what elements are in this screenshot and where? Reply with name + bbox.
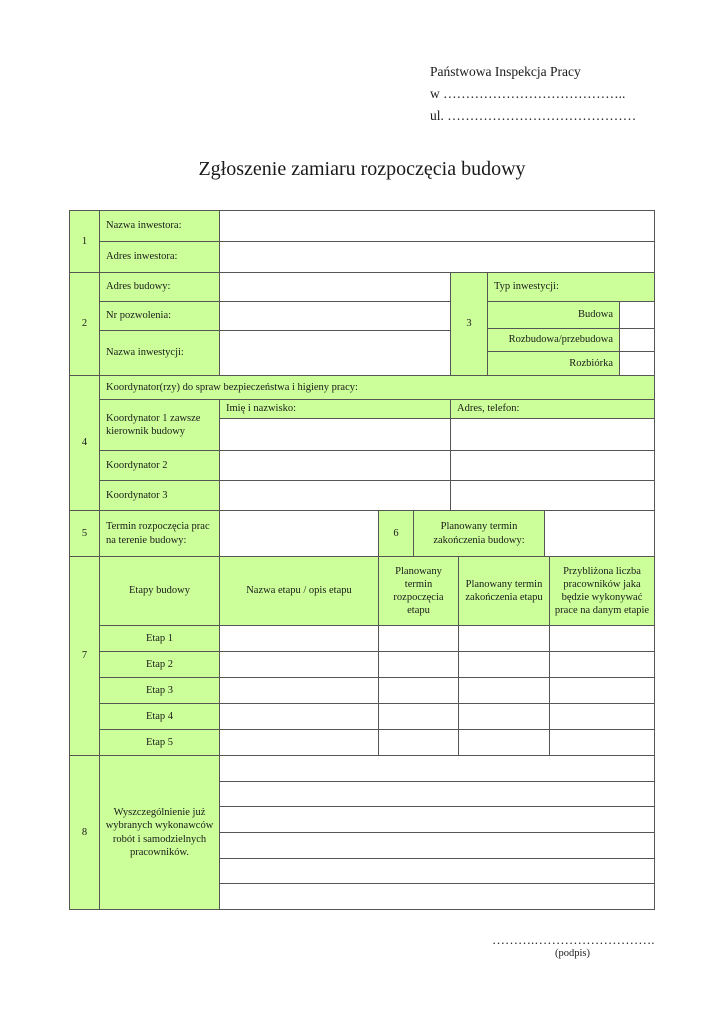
stage-3-name-field[interactable] (219, 677, 379, 704)
city-line: w ………………………………….. (430, 86, 626, 101)
section-8-number: 8 (69, 755, 100, 910)
site-address-field[interactable] (219, 272, 451, 302)
stage-5-end-field[interactable] (458, 729, 550, 756)
section-6-number: 6 (378, 510, 414, 557)
contractor-line-1[interactable] (219, 755, 655, 782)
contractor-line-4[interactable] (219, 832, 655, 859)
stage-3-end-field[interactable] (458, 677, 550, 704)
coordinator-3-label: Koordynator 3 (99, 480, 220, 511)
stage-1-label: Etap 1 (99, 625, 220, 652)
type-extension-checkbox[interactable] (619, 328, 655, 352)
type-build-checkbox[interactable] (619, 301, 655, 329)
type-option-extension: Rozbudowa/przebudowa (487, 328, 620, 352)
section-1-number: 1 (69, 210, 100, 273)
coordinators-heading: Koordynator(rzy) do spraw bezpieczeństwa i higieny pracy: (99, 375, 655, 400)
investor-address-field[interactable] (219, 241, 655, 273)
stage-4-end-field[interactable] (458, 703, 550, 730)
coordinator-1-address-field[interactable] (450, 418, 655, 451)
stage-5-workers-field[interactable] (549, 729, 655, 756)
type-option-demolition: Rozbiórka (487, 351, 620, 376)
site-address-label: Adres budowy: (99, 272, 220, 302)
stage-2-label: Etap 2 (99, 651, 220, 678)
permit-number-field[interactable] (219, 301, 451, 331)
street-line: ul. …………………………………… (430, 108, 637, 123)
investor-name-label: Nazwa inwestora: (99, 210, 220, 242)
investment-name-field[interactable] (219, 330, 451, 376)
stage-start-header: Planowany termin rozpoczęcia etapu (378, 556, 459, 626)
contractor-line-2[interactable] (219, 781, 655, 807)
stage-4-label: Etap 4 (99, 703, 220, 730)
stage-1-end-field[interactable] (458, 625, 550, 652)
stage-2-name-field[interactable] (219, 651, 379, 678)
stage-5-name-field[interactable] (219, 729, 379, 756)
stage-2-start-field[interactable] (378, 651, 459, 678)
stage-3-label: Etap 3 (99, 677, 220, 704)
stage-5-start-field[interactable] (378, 729, 459, 756)
coordinator-2-label: Koordynator 2 (99, 450, 220, 481)
contractor-line-5[interactable] (219, 858, 655, 884)
coordinator-1-label: Koordynator 1 zawsze kierownik budowy (99, 399, 220, 451)
section-7-number: 7 (69, 556, 100, 756)
end-date-label: Planowany termin zakończenia budowy: (413, 510, 545, 557)
stage-3-workers-field[interactable] (549, 677, 655, 704)
address-column-header: Adres, telefon: (450, 399, 655, 419)
start-date-field[interactable] (219, 510, 379, 557)
stage-4-start-field[interactable] (378, 703, 459, 730)
section-3-number: 3 (450, 272, 488, 376)
stage-5-label: Etap 5 (99, 729, 220, 756)
name-column-header: Imię i nazwisko: (219, 399, 451, 419)
section-2-number: 2 (69, 272, 100, 376)
investment-type-label: Typ inwestycji: (487, 272, 655, 302)
end-date-field[interactable] (544, 510, 655, 557)
stage-workers-header: Przybliżona liczba pracowników jaka będzie wykonywać prace na danym etapie (549, 556, 655, 626)
stage-4-workers-field[interactable] (549, 703, 655, 730)
type-demolition-checkbox[interactable] (619, 351, 655, 376)
page-title: Zgłoszenie zamiaru rozpoczęcia budowy (198, 158, 526, 180)
stage-2-end-field[interactable] (458, 651, 550, 678)
stage-3-start-field[interactable] (378, 677, 459, 704)
permit-number-label: Nr pozwolenia: (99, 301, 220, 331)
investor-name-field[interactable] (219, 210, 655, 242)
investment-name-label: Nazwa inwestycji: (99, 330, 220, 376)
stage-2-workers-field[interactable] (549, 651, 655, 678)
contractor-line-3[interactable] (219, 806, 655, 833)
stages-header: Etapy budowy (99, 556, 220, 626)
section-4-number: 4 (69, 375, 100, 511)
coordinator-1-name-field[interactable] (219, 418, 451, 451)
contractor-line-6[interactable] (219, 883, 655, 910)
investor-address-label: Adres inwestora: (99, 241, 220, 273)
stage-1-name-field[interactable] (219, 625, 379, 652)
coordinator-2-name-field[interactable] (219, 450, 451, 481)
signature-label: (podpis) (555, 948, 590, 959)
office-name: Państwowa Inspekcja Pracy (430, 64, 581, 79)
stage-1-workers-field[interactable] (549, 625, 655, 652)
type-option-build: Budowa (487, 301, 620, 329)
stage-1-start-field[interactable] (378, 625, 459, 652)
contractors-label: Wyszczególnienie już wybranych wykonawców robót i samodzielnych pracowników. (99, 755, 220, 910)
coordinator-3-address-field[interactable] (450, 480, 655, 511)
stage-4-name-field[interactable] (219, 703, 379, 730)
start-date-label: Termin rozpoczęcia prac na terenie budowy: (99, 510, 220, 557)
stage-name-header: Nazwa etapu / opis etapu (219, 556, 379, 626)
signature-line: ……….………………………. (492, 932, 655, 947)
coordinator-3-name-field[interactable] (219, 480, 451, 511)
coordinator-2-address-field[interactable] (450, 450, 655, 481)
section-5-number: 5 (69, 510, 100, 557)
stage-end-header: Planowany termin zakończenia etapu (458, 556, 550, 626)
